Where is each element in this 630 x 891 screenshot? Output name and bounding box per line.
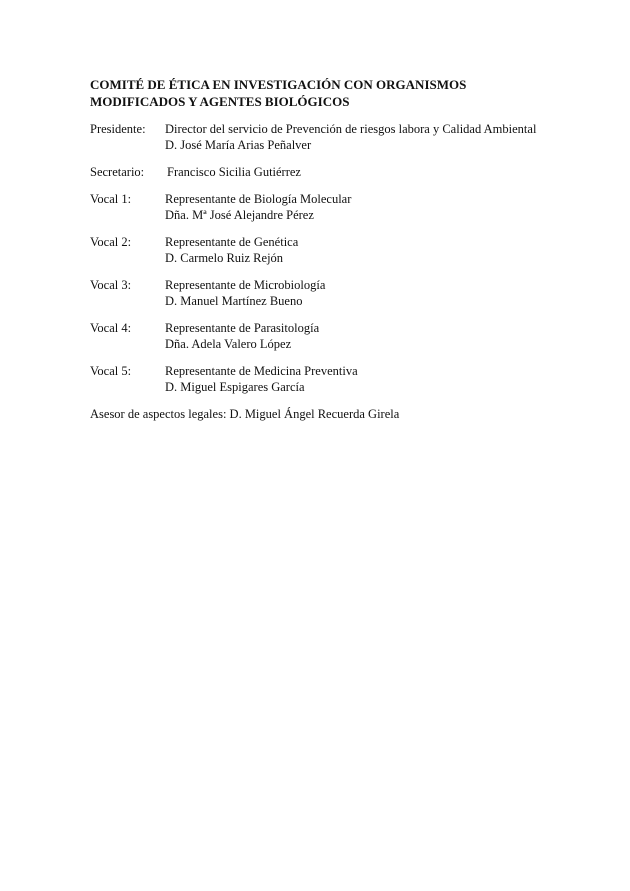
document-title [90, 76, 610, 110]
member-name: Francisco Sicilia Gutiérrez [167, 165, 301, 179]
member-role: Vocal 2: [90, 235, 132, 249]
member-row-vocal-4 [90, 320, 610, 352]
member-position: Representante de Parasitología [165, 321, 320, 335]
member-row-vocal-3 [90, 277, 610, 309]
member-role: Vocal 3: [90, 278, 132, 292]
member-position: Representante de Microbiología [165, 278, 326, 292]
member-role: Vocal 1: [90, 192, 132, 206]
member-role: Vocal 5: [90, 364, 132, 378]
legal-advisor-line: Asesor de aspectos legales: D. Miguel Ángel Recuerda Girela [90, 407, 400, 421]
member-details [165, 164, 610, 180]
member-position: Director del servicio de Prevención de riesgos labora y Calidad Ambiental [165, 122, 537, 136]
member-position: Representante de Medicina Preventiva [165, 364, 358, 378]
member-name: D. Miguel Espigares García [165, 380, 305, 394]
title-line-2: MODIFICADOS Y AGENTES BIOLÓGICOS [90, 94, 350, 109]
member-position: Representante de Genética [165, 235, 299, 249]
member-details [165, 277, 610, 309]
document-page [90, 76, 610, 422]
member-role: Vocal 4: [90, 321, 132, 335]
member-row-vocal-5 [90, 363, 610, 395]
member-role: Presidente: [90, 122, 146, 136]
member-row-secretario [90, 164, 610, 180]
member-details [165, 234, 610, 266]
member-details [165, 121, 610, 153]
member-name: D. Carmelo Ruiz Rejón [165, 251, 284, 265]
member-position: Representante de Biología Molecular [165, 192, 352, 206]
member-name: D. José María Arias Peñalver [165, 138, 312, 152]
member-details [165, 363, 610, 395]
title-line-1: COMITÉ DE ÉTICA EN INVESTIGACIÓN CON ORGANISMOS [90, 77, 467, 92]
member-name: Dña. Mª José Alejandre Pérez [165, 208, 314, 222]
member-row-presidente [90, 121, 610, 153]
member-details [165, 320, 610, 352]
member-details [165, 191, 610, 223]
member-row-vocal-2 [90, 234, 610, 266]
member-role: Secretario: [90, 165, 145, 179]
member-name: D. Manuel Martínez Bueno [165, 294, 303, 308]
member-name: Dña. Adela Valero López [165, 337, 292, 351]
member-row-vocal-1 [90, 191, 610, 223]
